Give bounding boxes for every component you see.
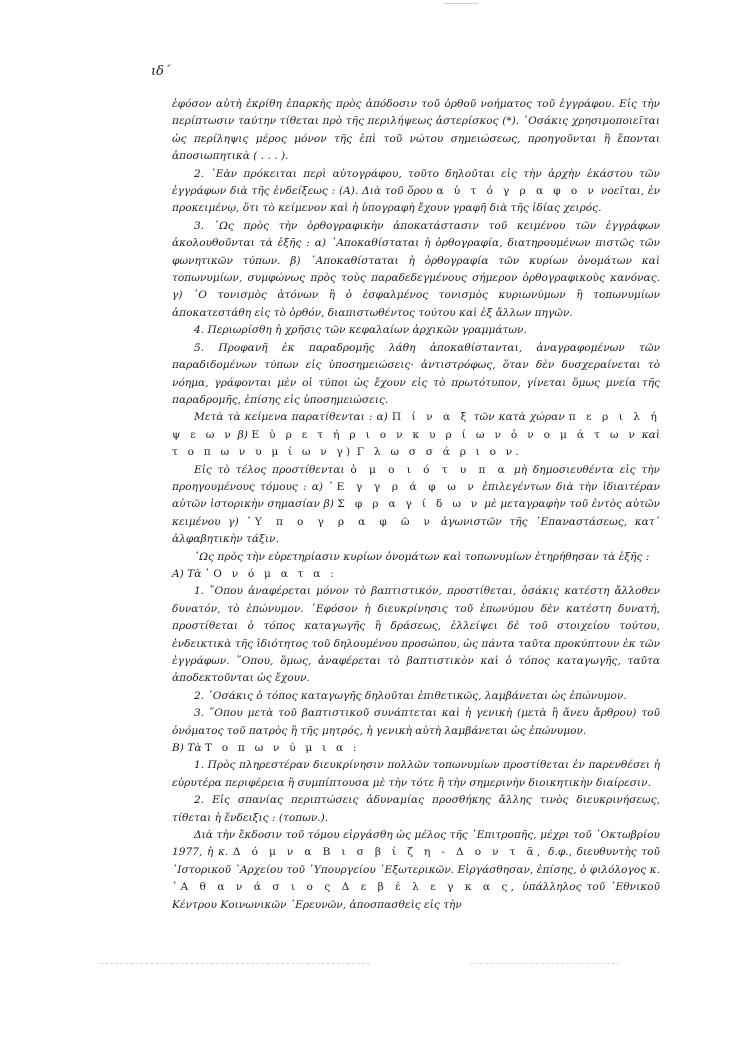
closing-1: Διὰ τὴν ἔκδοσιν τοῦ τόμου εἰργάσθη ὡς μέλος τῆς ᾿Επιτροπῆς, μέχρι τοῦ ᾿Οκτωβρίου 1977, ἡ κ. xyxy=(172,829,660,859)
body-text xyxy=(172,96,660,914)
term-autografon: α ὐ τ ό γ ρ α φ ο ν xyxy=(436,185,598,198)
sfragidon-rest: μὲ μεταγραφὴν τοῦ ἐντὸς αὐτῶν κειμένου γ) xyxy=(172,498,661,528)
term-eyretirion: Ε ὑ ρ ε τ ή ρ ι ο ν κ υ ρ ί ω ν ὀ ν ο μ ά τ ω ν xyxy=(251,428,639,441)
term-pinax: Π ί ν α ξ xyxy=(391,411,470,424)
term-sfragidon: Σ φ ρ α γ ί δ ω ν xyxy=(337,498,481,511)
section-a-word: ᾿Ο ν ό μ α τ α : xyxy=(204,567,337,580)
pinax-mid: τῶν κατὰ χώραν xyxy=(473,411,565,424)
name-domna: Δ ό μ ν α Β ι σ β ί ζ η - Δ ο ν τ ᾶ, xyxy=(232,846,544,859)
page-number: ιδ΄ xyxy=(151,64,171,79)
term-toponymion: τ ο π ω ν υ μ ί ω ν γ) xyxy=(172,446,354,459)
paragraph-continuation: ἐφόσον αὐτὴ ἐκρίθη ἐπαρκὴς πρὸς ἀπόδοσιν τοῦ ὀρθοῦ νοήματος τοῦ ἐγγράφου. Εἰς τὴν περίπτωσιν ταύτην τίθεται πρὸ τῆς περιλήψεως ἀστερίσκος (*). ῾Οσάκις χρησιμοποιεῖται ὡς περίληψις μέρος μόνον τῆς ἐπὶ τοῦ νώτου σημειώσεως, προηγοῦνται ἢ ἕπονται ἀποσιωπητικὰ ( . . . ). xyxy=(172,98,660,163)
end-paragraph xyxy=(172,462,660,549)
section-b-word: Τ ο π ω ν ύ μ ι α : xyxy=(204,742,360,755)
section-a-item-1: 1. ῞Οπου ἀναφέρεται μόνον τὸ βαπτιστικόν, προστίθεται, ὁσάκις κατέστη ἄλλοθεν δυνατόν, τὸ ἐπώνυμον. ᾿Εφόσον ἡ διευκρίνησις τοῦ ἐπωνύμου δὲν κατέστη δυνατή, προστίθεται ὁ τόπος καταγωγῆς ἢ δράσεως, ἐλλείψει δὲ τοῦ στοιχείου τούτου, ἐνδεικτικὰ τῆς ἰδιότητος τοῦ δηλουμένου προσώπου, ὡς πάντα ταῦτα προκύπτουν ἐκ τῶν ἐγγράφων. ῞Οπου, ὅμως, ἀναφέρεται τὸ βαπτιστικὸν καὶ ὁ τόπος καταγωγῆς, ταῦτα ἀποδεκτοῦνται ὡς ἔχουν. xyxy=(172,585,660,685)
term-omoiotypa: ὁ μ ο ι ό τ υ π α xyxy=(350,463,509,476)
end-intro: Εἰς τὸ τέλος προστίθενται xyxy=(194,463,345,476)
term-perilipseon: π ε ρ ι λ ή ψ ε ω ν xyxy=(172,411,661,441)
omoiotypa-rest: μὴ δημοσιευθέντα εἰς τὴν προηγουμένους τόμους : α) xyxy=(172,463,660,493)
appendix-intro: Μετὰ τὰ κείμενα παρατίθενται : α) xyxy=(194,411,388,424)
closing-paragraph xyxy=(172,827,660,914)
paragraph-4: 4. Περιωρίσθη ἡ χρῆσις τῶν κεφαλαίων ἀρχικῶν γραμμάτων. xyxy=(194,324,527,337)
appendix-paragraph xyxy=(172,409,660,461)
p2-start: 2. ᾿Εὰν πρόκειται περὶ αὐτογράφου, τοῦτο δηλοῦται εἰς τὴν ἀρχὴν ἑκάστου τῶν ἐγγράφων διὰ τῆς ἐνδείξεως : (Α). Διὰ τοῦ ὅρου xyxy=(172,167,660,198)
term-ypografon: ῾Υ π ο γ ρ α φ ῶ ν xyxy=(246,515,434,528)
closing-2: δ.φ., διευθυντὴς τοῦ ῾Ιστορικοῦ ᾿Αρχείου τοῦ ῾Υπουργείου ᾿Εξωτερικῶν. Εἰργάσθησαν, ἐπίσης, ὁ φιλόλογος κ. xyxy=(172,846,660,876)
section-b-item-2: 2. Εἰς σπανίας περιπτώσεις ἀδυναμίας προσθήκης ἄλλης τινὸς διευκρινήσεως, τίθεται ἡ ἔνδειξις : (τοπων.). xyxy=(172,794,660,824)
scan-artifact-line xyxy=(470,963,620,964)
section-a-heading xyxy=(172,566,660,583)
paragraph-2 xyxy=(172,166,660,218)
closing-3: ὑπάλληλος τοῦ ᾿Εθνικοῦ Κέντρου Κοινωνικῶν ᾿Ερευνῶν, ἀποσπασθεὶς εἰς τὴν xyxy=(172,881,660,911)
term-glossarion: Γ λ ω σ σ ά ρ ι ο ν. xyxy=(356,446,522,459)
section-a-item-2: 2. ῾Οσάκις ὁ τόπος καταγωγῆς δηλοῦται ἐπιθετικῶς, λαμβάνεται ὡς ἐπώνυμον. xyxy=(194,689,627,702)
engrafon-rest: ἐπιλεγέντων διὰ τὴν ἰδιαιτέραν αὐτῶν ἱστορικὴν σημασίαν β) xyxy=(172,480,660,511)
ypografon-rest: ἀγωνιστῶν τῆς ᾿Επαναστάσεως, κατ᾿ ἀλφαβητικὴν τάξιν. xyxy=(172,515,660,546)
p2-rest: νοεῖται, ἐν προκειμένῳ, ὅτι τὸ κείμενον καὶ ἡ ὑπογραφὴ ἔχουν γραφῆ διὰ τῆς ἰδίας χειρός. xyxy=(172,185,661,215)
scan-artifact-line xyxy=(100,963,370,964)
indexing-intro: ῾Ως πρὸς τὴν εὑρετηρίασιν κυρίων ὀνομάτων καὶ τοπωνυμίων ἐτηρήθησαν τὰ ἑξῆς : xyxy=(194,550,650,563)
section-b-item-1: 1. Πρὸς πληρεστέραν διευκρίνησιν πολλῶν τοπωνυμίων προστίθεται ἐν παρενθέσει ἡ εὐρυτέρα περιφέρεια ἢ συμπίπτουσα μὲ τὴν τότε ἢ τὴν σημερινὴν διοικητικὴν διαίρεσιν. xyxy=(172,759,660,789)
name-athanasios: ᾿Α θ α ν ά σ ι ο ς Δ ε β έ λ ε γ κ α ς, xyxy=(172,881,518,894)
term-engrafon: ᾿Ε γ γ ρ ά φ ω ν xyxy=(328,480,478,493)
paragraph-5: 5. Προφανῆ ἐκ παραδρομῆς λάθη ἀποκαθίστανται, ἀναγραφομένων τῶν παραδιδομένων τύπων εἰς ὑποσημειώσεις· ἀντιστρόφως, ὅταν δὲν δυσχεραίνεται τὸ νόημα, γράφονται μὲν οἱ τύποι ὡς ἔχουν εἰς τὸ πρωτότυπον, γίνεται ὅμως μνεία τῆς παραδρομῆς, ἐπίσης εἰς ὑποσημειώσεις. xyxy=(172,341,660,406)
scan-artifact xyxy=(444,0,478,4)
label-b: β) xyxy=(237,428,248,441)
section-a-prefix: Α) Τὰ xyxy=(172,567,202,580)
section-b-heading xyxy=(172,740,660,757)
section-a-item-3: 3. ῞Οπου μετὰ τοῦ βαπτιστικοῦ συνάπτεται καὶ ἡ γενικὴ (μετὰ ἢ ἄνευ ἄρθρου) τοῦ ὀνόματος τοῦ πατρὸς ἢ τῆς μητρός, ἡ γενικὴ αὐτὴ λαμβάνεται ὡς ἐπώνυμον. xyxy=(172,707,660,737)
paragraph-3: 3. ῾Ως πρὸς τὴν ὀρθογραφικὴν ἀποκατάστασιν τοῦ κειμένου τῶν ἐγγράφων ἀκολουθοῦνται τὰ ἑξῆς : α) ᾿Αποκαθίσταται ἡ ὀρθογραφία, διατηρουμένων πιστῶς τῶν φωνητικῶν τύπων. β) ᾿Αποκαθίσταται ἡ ὀρθογραφία τῶν κυρίων ὀνομάτων καὶ τοπωνυμίων, συμφώνως πρὸς τοὺς παραδεδεγμένους σήμερον ὀρθογραφικοὺς κανόνας. γ) ῾Ο τονισμὸς ἀτόνων ἢ ὁ ἐσφαλμένος τονισμὸς κυριωνύμων ἢ τοπωνυμίων ἀποκατεστάθη εἰς τὸ ὀρθόν, διαπιστωθέντος τούτου καὶ ἐξ ἄλλων πηγῶν. xyxy=(172,219,660,319)
section-b-prefix: Β) Τὰ xyxy=(172,742,202,755)
conj-kai: καὶ xyxy=(641,428,660,441)
